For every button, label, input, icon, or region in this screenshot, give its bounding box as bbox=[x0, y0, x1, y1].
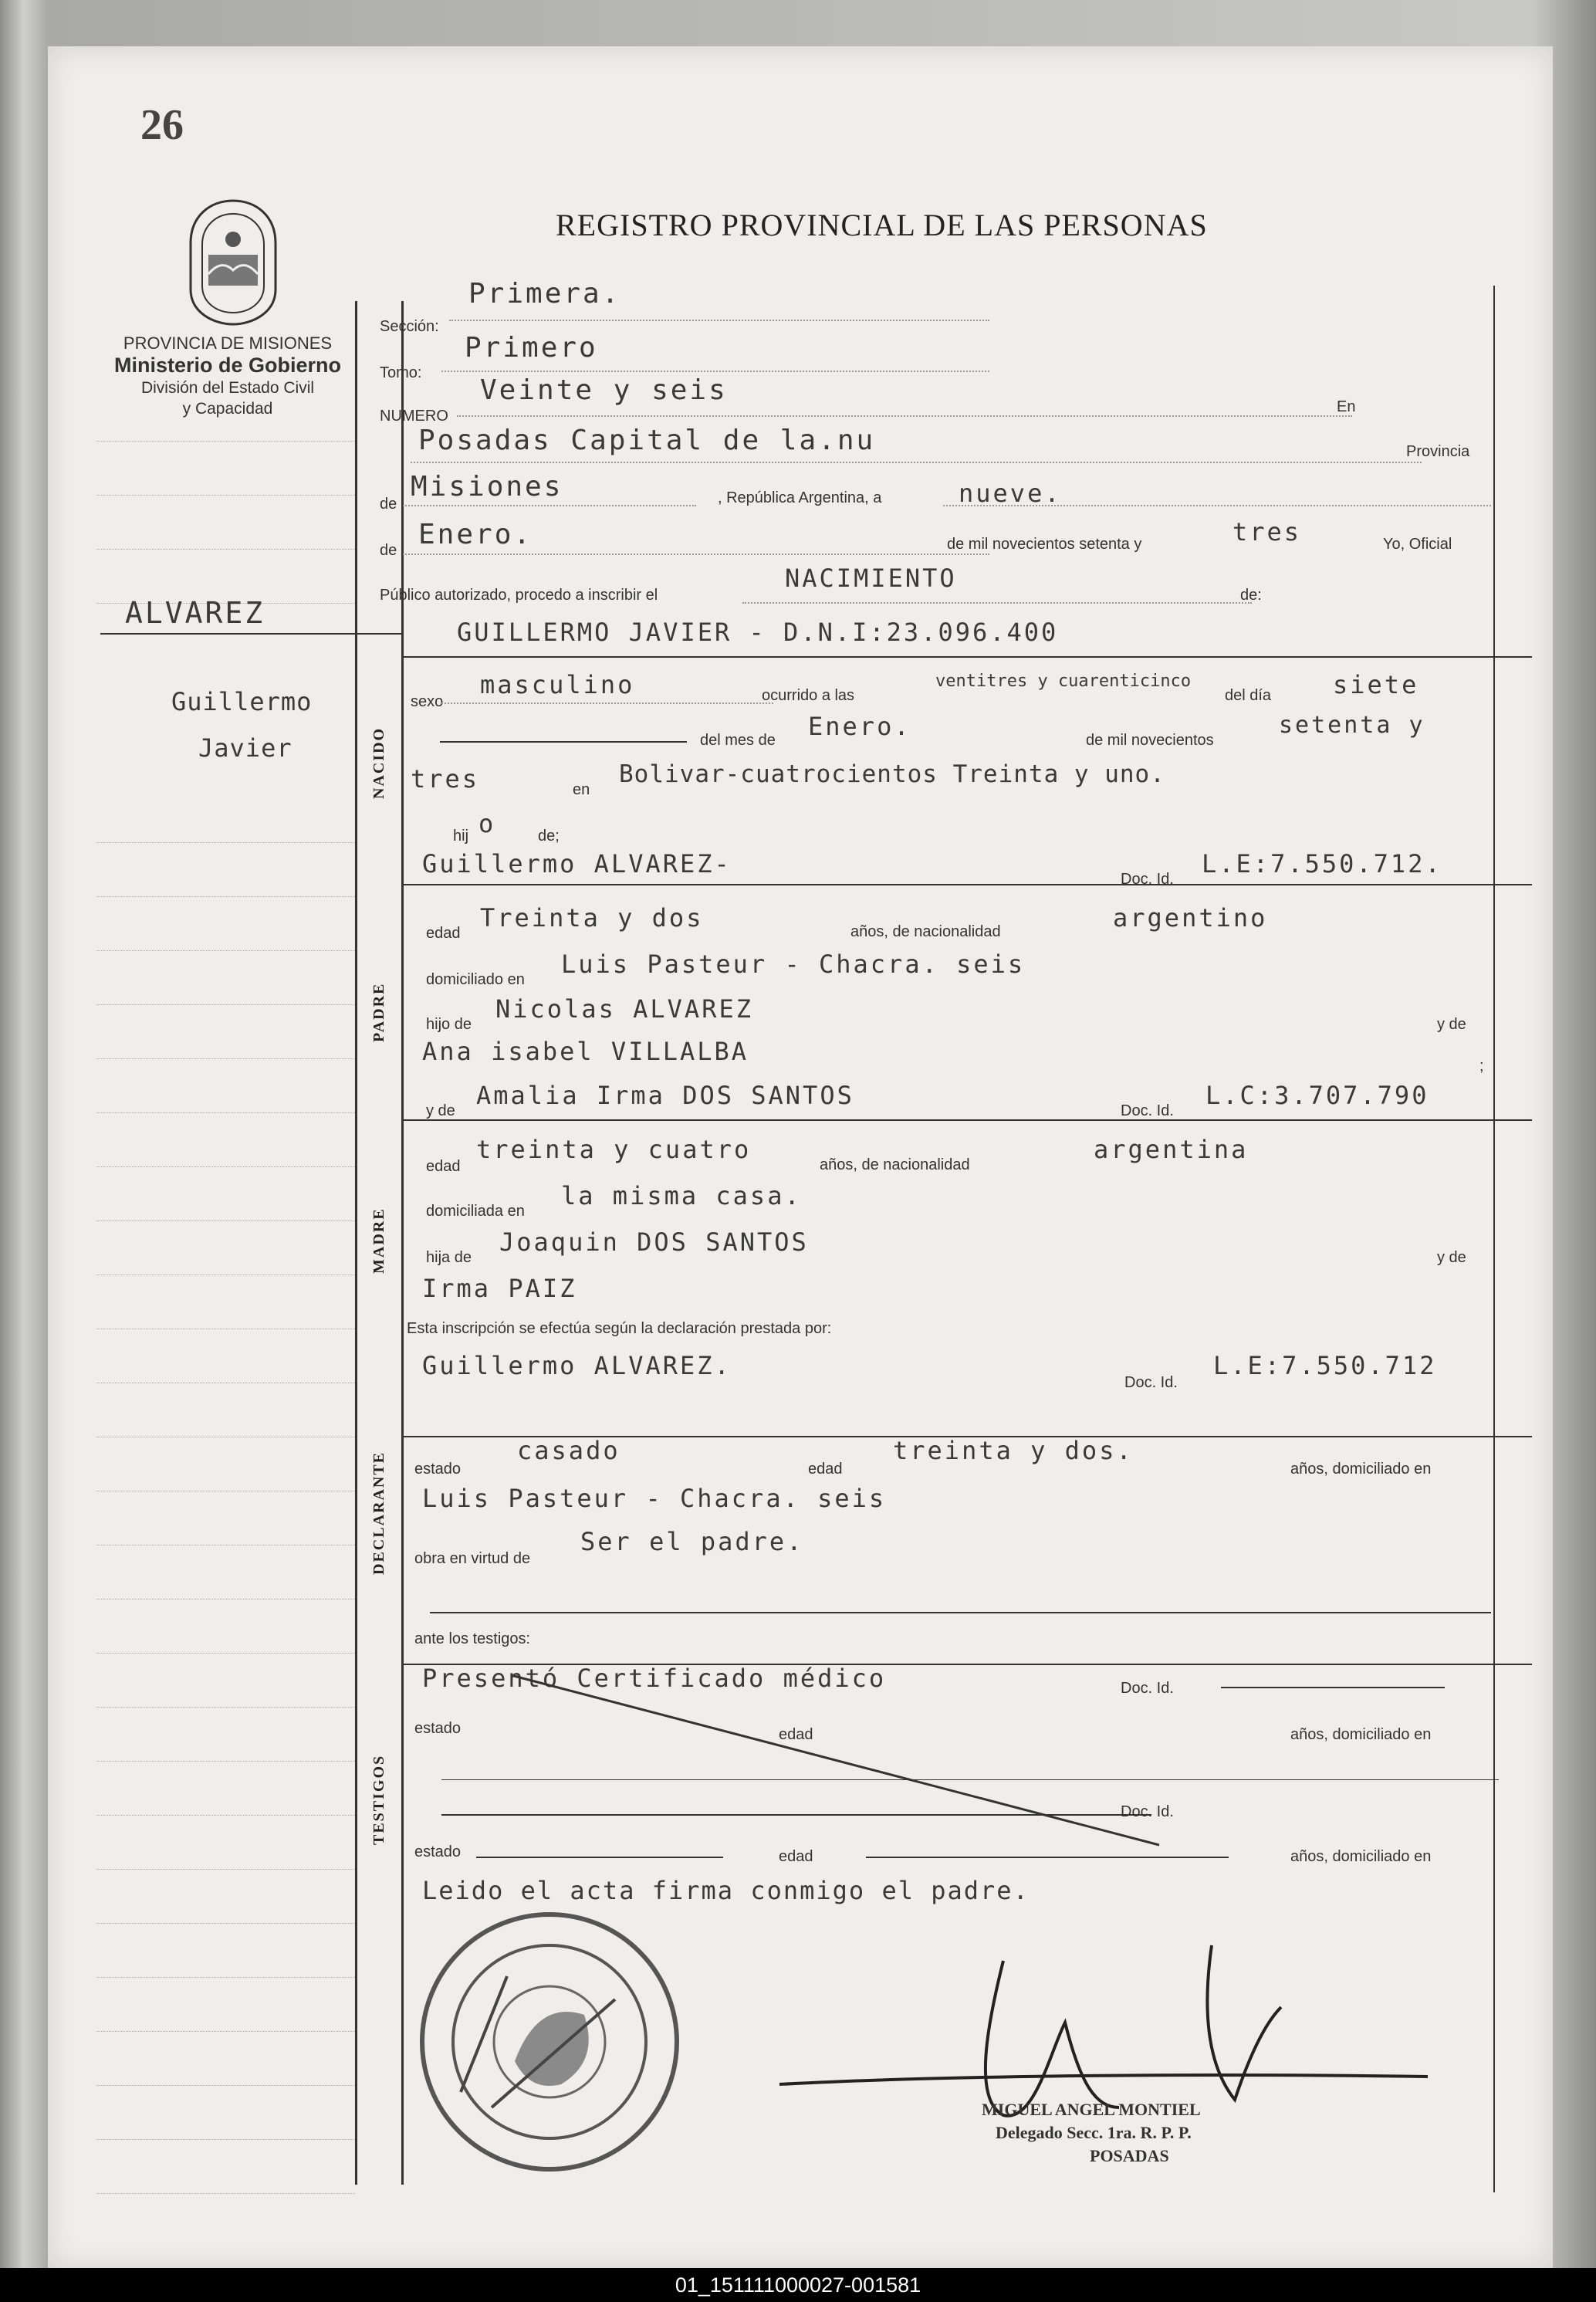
margin-rule bbox=[96, 494, 355, 496]
place-dots bbox=[411, 460, 1422, 463]
declarante-obra-label: obra en virtud de bbox=[414, 1550, 531, 1567]
padre-dom-label: domiciliado en bbox=[426, 971, 525, 988]
margin-rule bbox=[96, 1166, 355, 1167]
act-value: NACIMIENTO bbox=[785, 564, 957, 593]
padre-y-de-label: y de bbox=[1437, 1016, 1466, 1033]
declarante-name: Guillermo ALVAREZ. bbox=[422, 1351, 732, 1380]
madre-section-label: MADRE bbox=[370, 1207, 387, 1274]
margin-rule bbox=[96, 1004, 355, 1005]
right-border bbox=[1493, 286, 1495, 2192]
madre-edad-value: treinta y cuatro bbox=[476, 1135, 752, 1164]
padre-hijo-value: Nicolas ALVAREZ bbox=[495, 994, 753, 1024]
sexo-label: sexo bbox=[411, 693, 444, 710]
register-page bbox=[48, 46, 1553, 2270]
madre-doc-value: L.C:3.707.790 bbox=[1205, 1081, 1429, 1110]
margin-rule bbox=[96, 1544, 355, 1545]
margin-rule bbox=[96, 1598, 355, 1600]
padre-name: Guillermo ALVAREZ- bbox=[422, 849, 732, 878]
numero-label: NUMERO bbox=[380, 408, 448, 425]
margin-rule bbox=[96, 1436, 355, 1437]
declarante-doc-label: Doc. Id. bbox=[1124, 1374, 1178, 1391]
provincia-label: Provincia bbox=[1406, 443, 1470, 460]
section-divider bbox=[401, 301, 404, 2185]
padre-dom-value: Luis Pasteur - Chacra. seis bbox=[561, 950, 1026, 979]
margin-rule bbox=[96, 1814, 355, 1816]
hij-label: hij bbox=[453, 828, 469, 845]
testigos-t1: Presentó Certificado médico bbox=[422, 1664, 887, 1693]
margin-rule bbox=[96, 895, 355, 897]
del-mes-label: del mes de bbox=[700, 732, 776, 749]
margin-given-2: Javier bbox=[198, 733, 292, 763]
declarante-obra-value: Ser el padre. bbox=[580, 1527, 804, 1556]
strike-through-line bbox=[503, 1660, 1167, 1853]
de-label: de bbox=[380, 496, 397, 513]
margin-rule bbox=[96, 1274, 355, 1275]
division-label-2: y Capacidad bbox=[182, 400, 273, 418]
declarante-estado-value: casado bbox=[517, 1436, 620, 1465]
margin-rule bbox=[96, 1976, 355, 1978]
signer-city: POSADAS bbox=[1090, 2146, 1169, 2165]
province-value: Misiones bbox=[411, 471, 563, 503]
province-label: PROVINCIA DE MISIONES bbox=[123, 333, 333, 353]
margin-rule bbox=[96, 1112, 355, 1113]
anio1-value: setenta y bbox=[1279, 712, 1425, 739]
del-dia-label: del día bbox=[1225, 687, 1272, 704]
madre-hija-value: Joaquin DOS SANTOS bbox=[499, 1227, 809, 1257]
nacido-section-label: NACIDO bbox=[370, 726, 387, 799]
ocurrido-label: ocurrido a las bbox=[762, 687, 855, 704]
testigos-edad-line-2 bbox=[866, 1857, 1229, 1858]
margin-rule bbox=[96, 440, 355, 442]
margin-rule bbox=[96, 1382, 355, 1383]
act-dots bbox=[742, 601, 1252, 604]
madre-y-de-label-2: y de bbox=[1437, 1249, 1466, 1266]
testigos-doc-label-1: Doc. Id. bbox=[1121, 1680, 1174, 1697]
signer-role: Delegado Secc. 1ra. R. P. P. bbox=[996, 2123, 1192, 2142]
madre-nac-value: argentina bbox=[1094, 1135, 1249, 1164]
margin-rule bbox=[96, 1706, 355, 1708]
page-title: REGISTRO PROVINCIAL DE LAS PERSONAS bbox=[556, 208, 1208, 242]
declarante-estado-label: estado bbox=[414, 1461, 462, 1478]
de-label-2: de bbox=[380, 542, 397, 559]
testigos-dom-label-1: años, domiciliado en bbox=[1290, 1726, 1432, 1743]
margin-rule bbox=[96, 2192, 355, 2194]
tomo-value: Primero bbox=[465, 332, 598, 364]
margin-rule bbox=[96, 1058, 355, 1059]
en-label: En bbox=[1337, 398, 1356, 415]
margin-rule bbox=[96, 1490, 355, 1491]
padre-nac-value: argentino bbox=[1113, 903, 1268, 933]
image-id-footer: 01_151111000027-001581 bbox=[0, 2268, 1596, 2302]
division-label-1: División del Estado Civil bbox=[140, 379, 315, 397]
tomo-dots bbox=[441, 369, 989, 372]
padre-semicolon: ; bbox=[1479, 1058, 1484, 1075]
margin-rule bbox=[96, 950, 355, 951]
numero-dots bbox=[457, 414, 1352, 417]
padre-edad-value: Treinta y dos bbox=[480, 903, 704, 933]
madre-top-line bbox=[401, 1119, 1532, 1121]
madre-y-de-label: y de bbox=[426, 1102, 455, 1119]
seccion-dots bbox=[449, 318, 989, 321]
de-colon-label: de: bbox=[1240, 587, 1262, 604]
padre-doc-label: Doc. Id. bbox=[1121, 871, 1174, 888]
margin-rule bbox=[96, 2084, 355, 2086]
madre-dom-label: domiciliada en bbox=[426, 1203, 525, 1220]
year-suffix-value: tres bbox=[1233, 517, 1302, 547]
publico-label: Público autorizado, procedo a inscribir el bbox=[380, 587, 658, 604]
declarante-dom-label: años, domiciliado en bbox=[1290, 1461, 1432, 1478]
authority-block bbox=[96, 333, 359, 419]
month-dots bbox=[403, 552, 989, 555]
padre-madre-value: Ana isabel VILLALBA bbox=[422, 1037, 749, 1066]
signer-name: MIGUEL ANGEL MONTIEL bbox=[982, 2100, 1201, 2119]
margin-divider bbox=[355, 301, 357, 2185]
testigos-closing: Leido el acta firma conmigo el padre. bbox=[422, 1876, 1030, 1905]
margin-rule bbox=[96, 841, 355, 843]
madre-dom-value: la misma casa. bbox=[561, 1181, 802, 1210]
margin-rule bbox=[96, 2138, 355, 2140]
margin-rule bbox=[96, 548, 355, 550]
margin-rule bbox=[96, 1220, 355, 1221]
ministry-label: Ministerio de Gobierno bbox=[113, 354, 342, 377]
declarante-section-label: DECLARANTE bbox=[370, 1451, 387, 1575]
day-dots bbox=[943, 503, 1491, 506]
testigos-estado-label-2: estado bbox=[414, 1843, 462, 1860]
madre-madre-value: Irma PAIZ bbox=[422, 1274, 577, 1303]
margin-rule bbox=[96, 2030, 355, 2032]
testigos-estado-line-2 bbox=[476, 1857, 723, 1858]
testigos-dom-label-2: años, domiciliado en bbox=[1290, 1848, 1432, 1865]
madre-edad-label: edad bbox=[426, 1158, 461, 1175]
padre-hijo-label: hijo de bbox=[426, 1016, 472, 1033]
testigos-ante-label: ante los testigos: bbox=[414, 1630, 531, 1647]
sexo-dots bbox=[441, 701, 773, 704]
testigos-doc-line-1 bbox=[1221, 1687, 1445, 1688]
hij-value: o bbox=[478, 809, 496, 838]
madre-name: Amalia Irma DOS SANTOS bbox=[476, 1081, 854, 1110]
page-number: 26 bbox=[140, 101, 184, 149]
padre-doc-value: L.E:7.550.712. bbox=[1202, 849, 1442, 878]
month-value: Enero. bbox=[418, 519, 533, 550]
testigos-edad-label-2: edad bbox=[779, 1848, 813, 1865]
padre-section-label: PADRE bbox=[370, 982, 387, 1042]
padre-nac-label: años, de nacionalidad bbox=[850, 923, 1001, 940]
seccion-value: Primera. bbox=[468, 278, 621, 310]
tomo-label: Tomo: bbox=[380, 364, 422, 381]
province-dots bbox=[403, 503, 696, 506]
declarante-dom-value: Luis Pasteur - Chacra. seis bbox=[422, 1484, 887, 1513]
seccion-label: Sección: bbox=[380, 318, 439, 335]
coat-of-arms-icon bbox=[179, 197, 287, 328]
madre-nac-label: años, de nacionalidad bbox=[820, 1156, 970, 1173]
margin-rule bbox=[96, 1328, 355, 1329]
margin-rule bbox=[96, 1652, 355, 1654]
testigos-section-label: TESTIGOS bbox=[370, 1754, 387, 1845]
margin-rule bbox=[96, 1760, 355, 1762]
padre-edad-label: edad bbox=[426, 925, 461, 942]
margin-rule bbox=[96, 1922, 355, 1924]
madre-doc-label: Doc. Id. bbox=[1121, 1102, 1174, 1119]
blank-line bbox=[440, 741, 687, 743]
testigos-edad-label-1: edad bbox=[779, 1726, 813, 1743]
mil-label: de mil novecientos setenta y bbox=[947, 536, 1142, 553]
nacido-mil-label: de mil novecientos bbox=[1086, 732, 1214, 749]
day-value: nueve. bbox=[959, 479, 1062, 508]
mes-value: Enero. bbox=[808, 712, 911, 741]
declarante-intro: Esta inscripción se efectúa según la declaración prestada por: bbox=[407, 1320, 832, 1337]
testigos-doc-label-2: Doc. Id. bbox=[1121, 1803, 1174, 1820]
declarante-doc-value: L.E:7.550.712 bbox=[1213, 1351, 1437, 1380]
padre-top-line bbox=[401, 884, 1532, 885]
de-semicolon-label: de; bbox=[538, 828, 560, 845]
declarante-blank-line bbox=[430, 1612, 1491, 1613]
official-seal-icon bbox=[414, 1907, 685, 2177]
testigos-blank-line bbox=[441, 1779, 1499, 1780]
en-label-2: en bbox=[573, 781, 590, 798]
lugar-value: Bolivar-cuatrocientos Treinta y uno. bbox=[619, 760, 1165, 788]
margin-surname: ALVAREZ bbox=[125, 596, 265, 630]
declarante-edad-label: edad bbox=[808, 1461, 843, 1478]
nacido-name: GUILLERMO JAVIER - D.N.I:23.096.400 bbox=[457, 618, 1059, 647]
testigos-estado-label-1: estado bbox=[414, 1720, 462, 1737]
place-value: Posadas Capital de la.nu bbox=[418, 425, 876, 456]
declarante-edad-value: treinta y dos. bbox=[893, 1436, 1134, 1465]
anio2-value: tres bbox=[411, 764, 480, 794]
margin-rule bbox=[96, 1868, 355, 1870]
madre-hija-label: hija de bbox=[426, 1249, 472, 1266]
nacido-top-line bbox=[401, 656, 1532, 658]
sexo-value: masculino bbox=[480, 670, 635, 699]
testigos-line-2 bbox=[441, 1814, 1151, 1816]
margin-given-1: Guillermo bbox=[171, 687, 313, 716]
hora-value: ventitres y cuarenticinco bbox=[935, 672, 1192, 691]
dia-value: siete bbox=[1333, 670, 1419, 699]
oficial-label: Yo, Oficial bbox=[1383, 536, 1452, 553]
numero-value: Veinte y seis bbox=[480, 374, 728, 406]
republica-label: , República Argentina, a bbox=[718, 489, 882, 506]
